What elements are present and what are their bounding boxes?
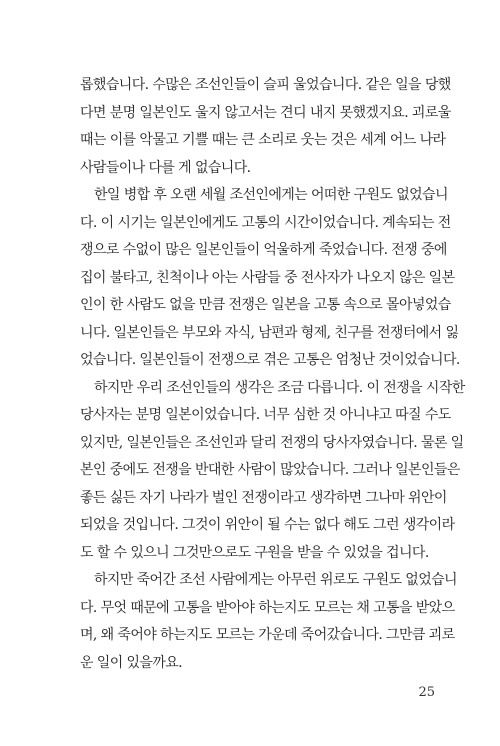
text-line: 집이 불타고, 친척이나 아는 사람들 중 전사자가 나오지 않은 일본 (80, 269, 455, 286)
text-line: 한일 병합 후 오랜 세월 조선인에게는 어떠한 구원도 없었습니 (94, 187, 448, 203)
text-line: 본인 중에도 전쟁을 반대한 사람이 많았습니다. 그러나 일본인들은 (80, 462, 460, 478)
text-line: 다면 분명 일본인도 울지 않고서는 견디 내지 못했겠지요. 괴로울 (80, 104, 451, 121)
page-number: 25 (418, 685, 435, 700)
text-line: 었습니다. 일본인들이 전쟁으로 겪은 고통은 엄청난 것이었습니다. (80, 352, 460, 368)
text-line: 운 일이 있을까요. (80, 654, 183, 671)
text-line: 인이 한 사람도 없을 만큼 전쟁은 일본을 고통 속으로 몰아넣었습 (80, 297, 451, 313)
paragraph-1 (80, 77, 451, 176)
text-line: 되었을 것입니다. 그것이 위안이 될 수는 없다 해도 그런 생각이라 (80, 517, 455, 533)
text-line: 하지만 우리 조선인들의 생각은 조금 다릅니다. 이 전쟁을 시작한 (94, 379, 465, 396)
paragraph-3 (80, 379, 465, 561)
text-line: 며, 왜 죽어야 하는지도 모르는 가운데 죽어갔습니다. 그만큼 괴로 (80, 627, 455, 643)
paragraph-2 (80, 187, 460, 368)
text-line: 쟁으로 수없이 많은 일본인들이 억울하게 죽었습니다. 전쟁 중에 (80, 242, 447, 258)
text-line: 다. 무엇 때문에 고통을 받아야 하는지도 모르는 채 고통을 받았으 (80, 599, 455, 616)
text-line: 니다. 일본인들은 부모와 자식, 남편과 형제, 친구를 전쟁터에서 잃 (80, 324, 459, 341)
text-line: 사람들이나 다를 게 없습니다. (80, 159, 251, 176)
text-line: 있지만, 일본인들은 조선인과 달리 전쟁의 당사자였습니다. 물론 일 (80, 434, 464, 451)
text-line: 하지만 죽어간 조선 사람에게는 아무런 위로도 구원도 없었습니 (94, 572, 457, 588)
text-line: 때는 이를 악물고 기쁠 때는 큰 소리로 웃는 것은 세계 어느 나라 (80, 132, 446, 148)
text-line: 좋든 싫든 자기 나라가 벌인 전쟁이라고 생각하면 그나마 위안이 (80, 489, 447, 506)
page-body (80, 77, 465, 683)
paragraph-4 (80, 572, 457, 671)
text-line: 도 할 수 있으니 그것만으로도 구원을 받을 수 있었을 겁니다. (80, 544, 429, 561)
text-line: 롭했습니다. 수많은 조선인들이 슬피 울었습니다. 같은 일을 당했 (80, 77, 451, 93)
text-line: 당사자는 분명 일본이었습니다. 너무 심한 것 아니냐고 따질 수도 (80, 407, 451, 423)
text-line: 다. 이 시기는 일본인에게도 고통의 시간이었습니다. 계속되는 전 (80, 214, 451, 231)
